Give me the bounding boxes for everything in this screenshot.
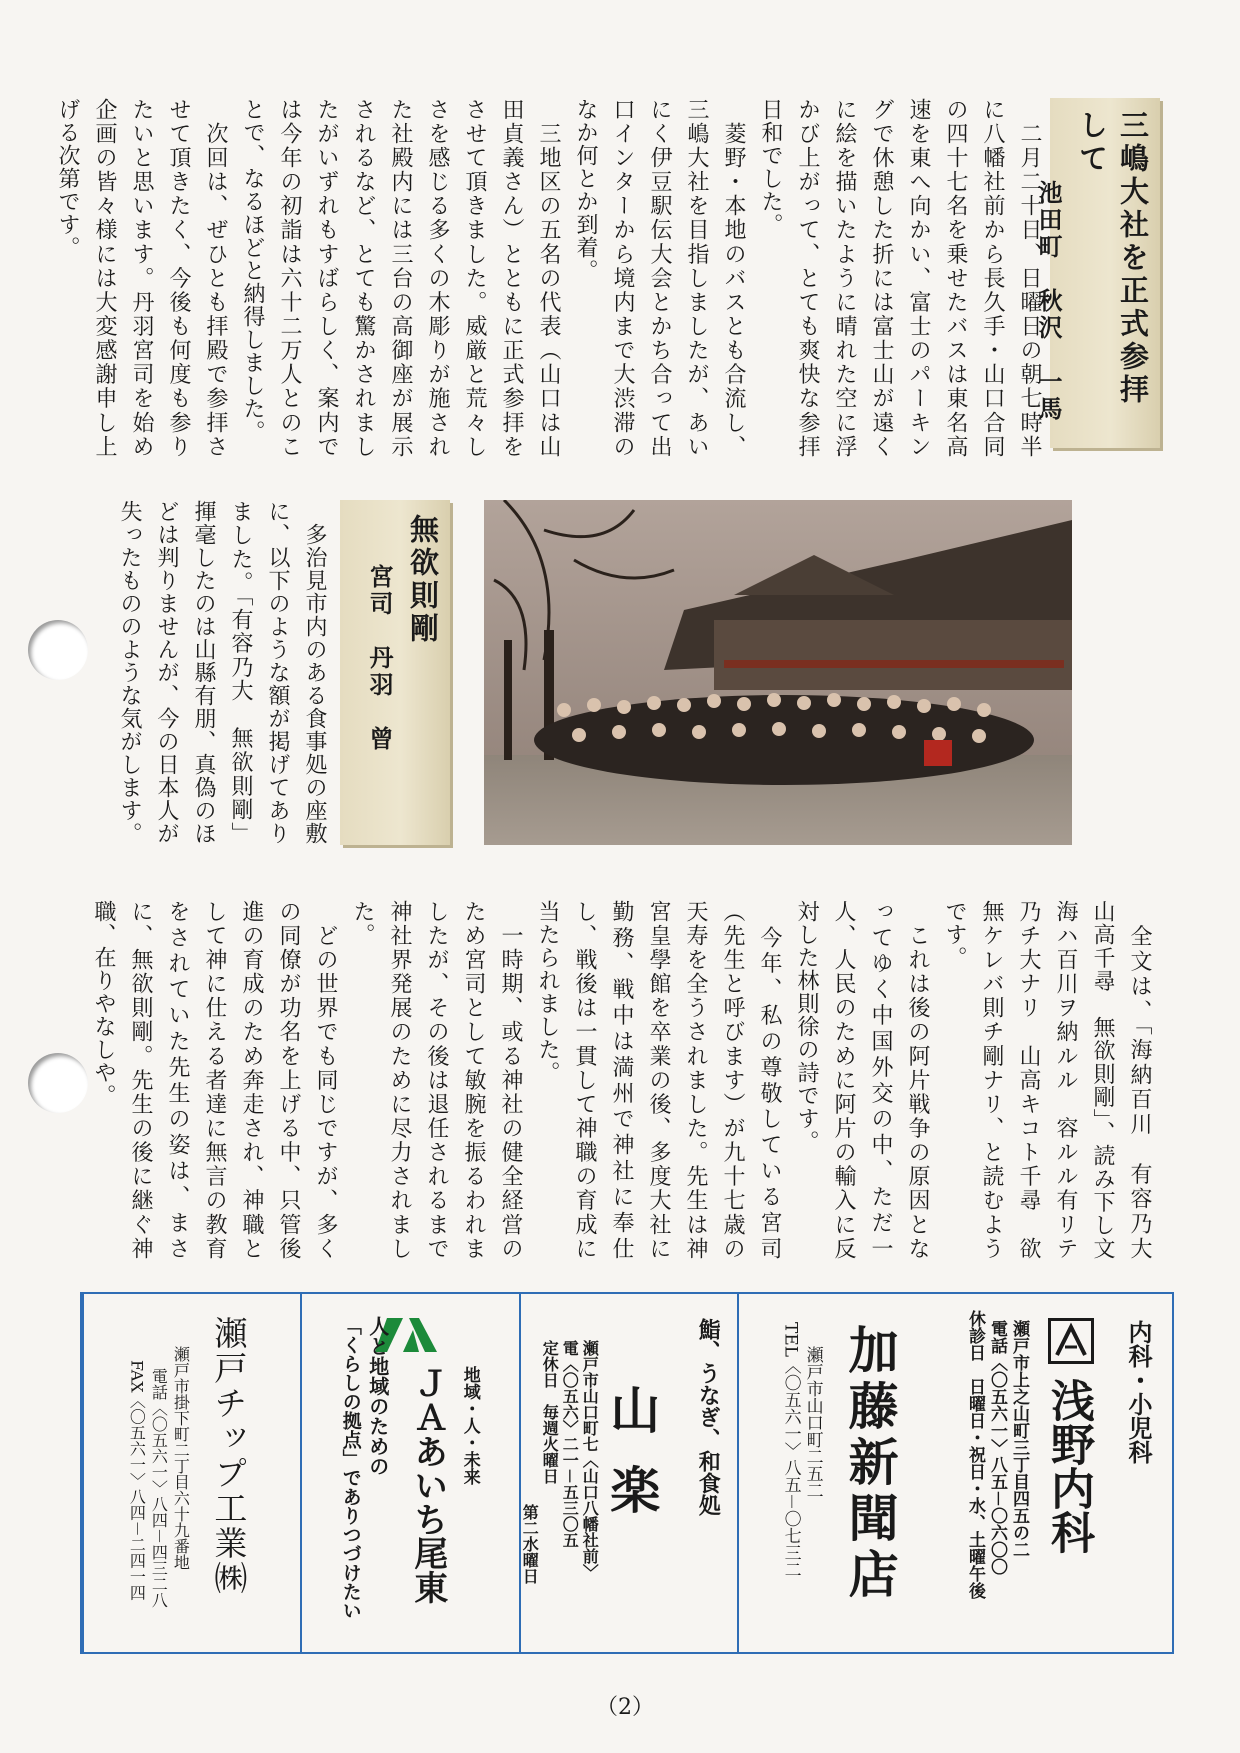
ad-asano-name: 浅野内科 xyxy=(1043,1378,1094,1554)
ad-sanraku-closed2: 第二水曜日 xyxy=(520,1504,540,1584)
ad-asano-closed: 休診日 日曜日・祝日・水、土曜午後 xyxy=(965,1310,985,1599)
article2-intro: 多治見市内のある食事処の座敷に、以下のような額が掲げてありました。「有容乃大 無欲則剛」揮毫したのは山縣有朋、真偽のほどは判りませんが、今の日本人が失ったもののような気がします。 xyxy=(117,500,327,845)
ad-sanraku-phone: 電〈〇五六〉二一－五三〇五 xyxy=(560,1340,580,1549)
ad-kato-newspaper xyxy=(737,1294,955,1652)
ad-sanraku xyxy=(519,1294,737,1652)
punch-hole-top xyxy=(28,620,88,680)
ad-sanraku-category: 鮨、うなぎ、和食処 xyxy=(695,1318,721,1516)
page-number: （2） xyxy=(596,1695,654,1720)
article2-title: 無欲則剛 xyxy=(406,514,440,646)
ad-asano-phone: 電話〈〇五六一〉八五－〇六〇〇 xyxy=(987,1320,1007,1575)
ad-kato-address: 瀬戸市山口町二五二 xyxy=(802,1346,823,1499)
ad-seto-chip xyxy=(82,1294,300,1652)
ad-kato-phone: TEL〈〇五六一〉八五－〇七三二 xyxy=(780,1322,801,1579)
ad-asano-category: 内科・小児科 xyxy=(1124,1320,1152,1464)
photo xyxy=(484,500,1072,845)
article2-body: 全文は、「海納百川 有容乃大 山高千尋 無欲則剛」、読み下し文 海ハ百川ヲ納ルル 容ルル有リテ乃チ大ナリ 山高キコト千尋 欲無ケレバ則チ剛ナリ、と読むようです。 これは後の阿片戦争の原因となってゆく中国外交の中、ただ一人、人民のために阿片の輸入に反対した林則徐の詩です。 今年、私の尊敬している宮司（先生と呼びます）が九十七歳の天寿を全うされました。先生は神宮皇學館を卒業の後、多度大社に勤務、戦中は満州で神社に奉仕し、戦後は一貫して神職の育成に当たられました。 一時期、或る神社の健全経営のため宮司として敏腕を振るわれましたが、その後は退任されるまで神社界発展のために尽力されました。 どの世界でも同じですが、多くの同僚が功名を上げる中、只管後進の育成のため奔走され、神職として神に仕える者達に無言の教育をされていた先生の姿は、まさに、無欲則剛。先生の後に継ぐ神職、在りやなしや。 xyxy=(91,900,1152,1261)
article2-author: 宮司 丹羽 曾 xyxy=(365,564,394,753)
asano-clinic-logo-icon xyxy=(1048,1318,1094,1364)
shrine-group-photo xyxy=(484,500,1072,845)
article1-body: 二月二十日、日曜日の朝七時半に八幡社前から長久手・山口合同の四十七名を乗せたバスは東名高速を東へ向かい、富士のパーキングで休憩した折には富士山が遠くに絵を描いたように晴れた空に浮かび上がって、とても爽快な参拝日和でした。 菱野・本地のバスとも合流し、三嶋大社を目指しましたが、あいにく伊豆駅伝大会とかち合って出口インターから境内まで大渋滞のなか何とか到着。 三地区の五名の代表（山口は山田貞義さん）とともに正式参拝をさせて頂きました。威厳と荒々しさを感じる多くの木彫りが施された社殿内には三台の高御座が展示されるなど、とても驚かされましたがいずれもすばらしく、案内では今年の初詣は六十二万人とのことで、なるほどと納得しました。 次回は、ぜひとも拝殿で参拝させて頂きたく、今後も何度も参りたいと思います。丹羽宮司を始め企画の皆々様には大変感謝申し上げる次第です。 xyxy=(55,98,1042,458)
ad-seto-fax: FAX〈〇五六一〉八四－二四一四 xyxy=(127,1360,147,1601)
ad-ja-slogan2: 「くらしの拠点」でありつづけたい xyxy=(339,1316,362,1620)
ad-seto-phone: 電話〈〇五六一〉八四－四三二八 xyxy=(149,1368,169,1609)
ad-sanraku-name: 山楽 xyxy=(602,1384,662,1544)
ad-kato-name: 加藤新聞店 xyxy=(840,1324,899,1604)
article1-author: 池田町 秋沢 一馬 xyxy=(1034,180,1063,423)
ad-sanraku-closed: 定休日 毎週火曜日 xyxy=(540,1340,560,1484)
article1-title: 三嶋大社を正式参拝して xyxy=(1075,110,1150,407)
ad-box xyxy=(80,1292,1174,1654)
ad-ja-slogan1: 人と地域のための xyxy=(365,1316,390,1476)
ad-asano-address: 瀬戸市上之山町三丁目四五の二 xyxy=(1009,1320,1029,1558)
ad-sanraku-address: 瀬戸市山口町七〈山口八幡社前〉 xyxy=(580,1340,600,1580)
ad-seto-name: 瀬戸チップ工業㈱ xyxy=(209,1316,249,1596)
article1-title-box xyxy=(1034,98,1160,448)
article2-title-box xyxy=(340,500,450,845)
ad-asano-clinic xyxy=(956,1294,1172,1652)
ad-seto-address: 瀬戸市掛下町二丁目六十九番地 xyxy=(171,1346,191,1570)
ad-ja-motto: 地域・人・未来 xyxy=(459,1366,480,1485)
ad-ja-name: ＪＡあいち尾東 xyxy=(407,1366,448,1604)
ad-ja-aichi-bito xyxy=(300,1294,518,1652)
punch-hole-bottom xyxy=(28,1053,88,1113)
